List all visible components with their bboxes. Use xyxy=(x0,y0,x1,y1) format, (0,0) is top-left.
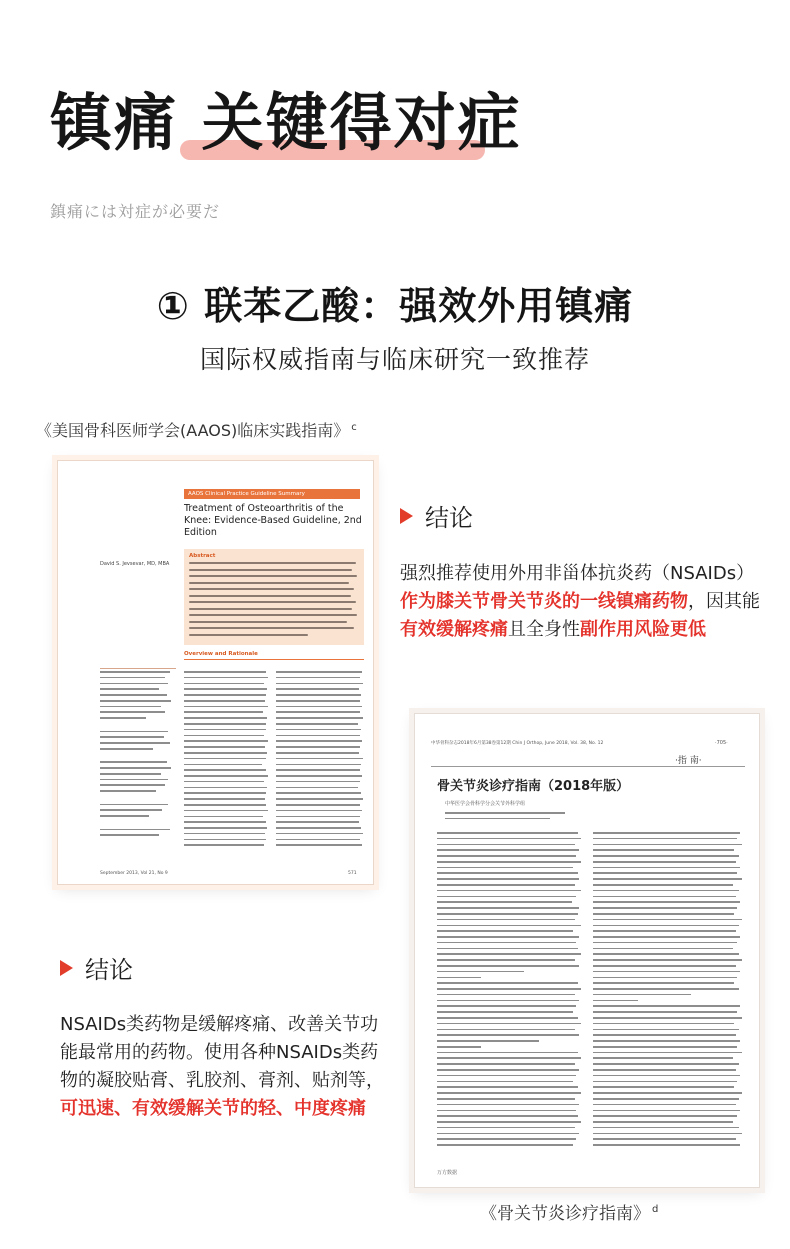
cn-figure-caption xyxy=(480,1199,658,1224)
page-subtitle-japanese: 鎮痛には対症が必要だ xyxy=(50,202,221,221)
conclusion-2-text-part: NSAIDs类药物是缓解疼痛、改善关节功能最常用的药物。使用各种NSAIDs类药物的凝胶贴膏、乳胶剂、膏剂、贴剂等， xyxy=(60,1014,384,1091)
conclusion-1-text xyxy=(400,560,770,644)
conclusion-1-highlight-relief: 有效缓解疼痛 xyxy=(400,619,508,640)
aaos-page-number: 571 xyxy=(348,871,357,876)
aaos-abstract-heading: Abstract xyxy=(189,553,216,559)
aaos-column-left-text-lines xyxy=(184,671,269,850)
aaos-caption-text: 《美国骨科医师学会(AAOS)临床实践指南》 xyxy=(36,421,350,440)
cn-authors: 中华医学会骨科学分会关节外科学组 xyxy=(445,801,526,807)
section-heading: ① 联苯乙酸：强效外用镇痛 xyxy=(156,284,634,328)
cn-guideline-image xyxy=(414,713,760,1188)
cn-caption-text: 《骨关节炎诊疗指南》 xyxy=(480,1204,650,1224)
cn-column-right-text-lines xyxy=(593,832,743,1150)
cn-paper-title: 骨关节炎诊疗指南（2018年版） xyxy=(437,779,630,794)
conclusion-1-highlight-first-line: 作为膝关节骨关节炎的一线镇痛药物 xyxy=(400,591,688,612)
aaos-banner: AAOS Clinical Practice Guideline Summary xyxy=(184,489,360,499)
cn-page-number: ·705· xyxy=(715,740,728,746)
conclusion-1-text-part: ，因其能 xyxy=(688,591,760,612)
aaos-column-right-text-lines xyxy=(276,671,364,850)
aaos-author: David S. Jevsevar, MD, MBA xyxy=(100,561,170,567)
triangle-bullet-icon xyxy=(60,960,73,976)
aaos-sidebar-rule xyxy=(100,668,176,669)
page-title: 镇痛 关键得对症 xyxy=(50,86,522,159)
conclusion-2-heading xyxy=(60,950,133,985)
aaos-overview-heading: Overview and Rationale xyxy=(184,651,258,657)
aaos-sidebar-text-lines xyxy=(100,671,176,840)
aaos-footer: September 2013, Vol 21, No 9 xyxy=(100,871,168,876)
aaos-abstract-box xyxy=(184,549,364,645)
conclusion-2-text xyxy=(60,1011,395,1123)
conclusion-1-text-part: 强烈推荐使用外用非甾体抗炎药（NSAIDs） xyxy=(400,563,755,584)
cn-section-label: ·指 南· xyxy=(675,756,702,766)
cn-meta-lines xyxy=(445,812,595,824)
conclusion-1-heading xyxy=(400,498,473,533)
aaos-abstract-text-lines xyxy=(189,562,359,636)
cn-caption-footnote: d xyxy=(652,1204,659,1216)
aaos-figure-caption xyxy=(36,418,357,441)
section-subheading: 国际权威指南与临床研究一致推荐 xyxy=(199,345,590,374)
aaos-caption-footnote: c xyxy=(351,421,357,433)
aaos-guideline-image xyxy=(57,460,374,885)
conclusion-2-highlight: 可迅速、有效缓解关节的轻、中度疼痛 xyxy=(60,1098,366,1119)
cn-running-head: 中华骨科杂志2018年6月第38卷第12期 Chin J Orthop, June 2018, Vol. 38, No. 12 xyxy=(431,741,604,746)
triangle-bullet-icon xyxy=(400,508,413,524)
aaos-paper-title: Treatment of Osteoarthritis of the Knee: Evidence-Based Guideline, 2nd Edition xyxy=(184,503,362,538)
conclusion-1-label: 结论 xyxy=(425,504,473,532)
conclusion-2-label: 结论 xyxy=(85,956,133,984)
conclusion-1-highlight-side-effects: 副作用风险更低 xyxy=(580,619,706,640)
cn-footer: 万方数据 xyxy=(437,1170,458,1176)
cn-header-rule xyxy=(431,766,745,767)
aaos-overview-rule xyxy=(184,659,364,660)
conclusion-1-text-part: 且全身性 xyxy=(508,619,580,640)
cn-column-left-text-lines xyxy=(437,832,582,1150)
